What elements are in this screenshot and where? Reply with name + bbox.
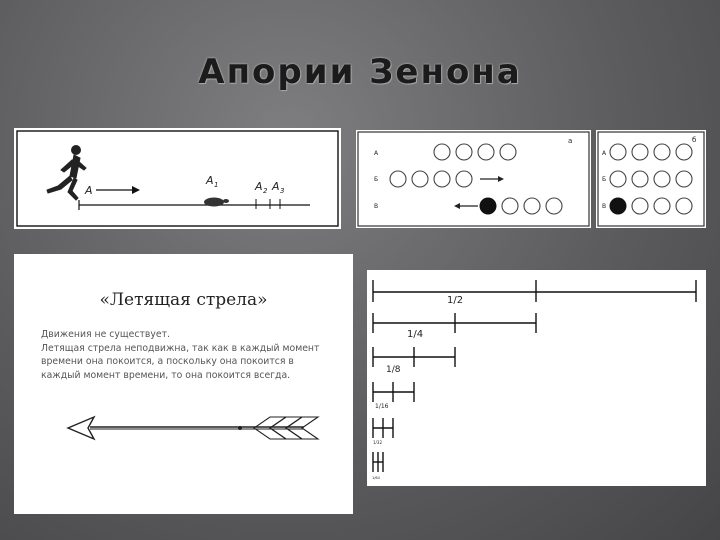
- stadium-row-c: [480, 198, 563, 215]
- panel-label-a: а: [568, 137, 573, 145]
- panel-label-b: б: [692, 136, 697, 144]
- label-a3: A: [272, 180, 280, 193]
- label-a3-sub: 3: [280, 187, 285, 195]
- label-a2: A: [255, 180, 263, 193]
- dichotomy-figure: [367, 270, 706, 486]
- row-label-c-b: В: [602, 203, 607, 210]
- label-a1-sub: 1: [214, 181, 219, 189]
- stadium-figure-a: [356, 130, 591, 228]
- label-sixtyfourth: 1/64: [372, 476, 380, 480]
- flying-arrow-figure: [14, 254, 353, 514]
- label-quarter: 1/4: [407, 329, 424, 340]
- row-label-a-b: А: [602, 150, 607, 157]
- slide-title: Апории Зенона: [198, 52, 522, 92]
- label-a1: A: [206, 174, 214, 187]
- stadium-figure-b: [596, 130, 706, 228]
- row-label-b: Б: [374, 176, 379, 183]
- row-label-b-b: Б: [602, 176, 607, 183]
- flying-arrow-heading: «Летящая стрела»: [99, 290, 268, 310]
- stadium-row-b: [390, 171, 472, 187]
- label-sixteenth: 1/16: [375, 403, 389, 410]
- row-label-c: В: [374, 203, 379, 210]
- achilles-tortoise-figure: [14, 128, 341, 229]
- label-thirtysecond: 1/32: [373, 440, 382, 445]
- row-label-a: А: [374, 150, 379, 157]
- label-a: A: [85, 184, 93, 197]
- stadium-b-row-c: [610, 198, 693, 215]
- runner-figure: [47, 146, 86, 201]
- text-line: Летящая стрела неподвижна, так как в каждый момент: [41, 342, 320, 354]
- text-line: Движения не существует.: [41, 329, 170, 340]
- label-a2-sub: 2: [263, 187, 268, 195]
- text-line: каждый момент времени, то она покоится всегда.: [41, 369, 291, 381]
- text-line: времени она покоится, а поскольку она покоится в: [41, 356, 294, 368]
- dichotomy-segments: [373, 280, 696, 472]
- arrow-drawing: [68, 417, 318, 439]
- stadium-row-a: [434, 144, 516, 160]
- stadium-b-row-a: [610, 144, 692, 160]
- label-eighth: 1/8: [386, 365, 401, 375]
- stadium-b-row-b: [610, 171, 692, 187]
- label-half: 1/2: [447, 295, 464, 306]
